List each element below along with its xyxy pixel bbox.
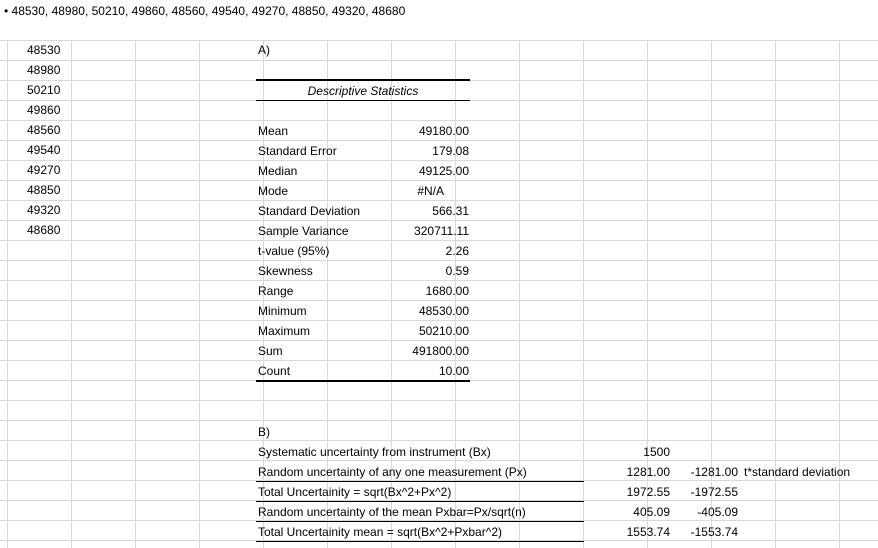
stat-label-minimum[interactable]: Minimum <box>258 304 307 318</box>
data-cell[interactable]: 49540 <box>27 143 61 157</box>
data-cell[interactable]: 49320 <box>27 203 61 217</box>
section-a-label[interactable]: A) <box>258 43 270 57</box>
data-values-header[interactable]: • 48530, 48980, 50210, 49860, 48560, 49540, 49270, 48850, 49320, 48680 <box>4 4 406 18</box>
stat-label-mean[interactable]: Mean <box>258 124 289 138</box>
uncertainty-label-bx[interactable]: Systematic uncertainty from instrument (Bx) <box>258 445 491 459</box>
data-cell[interactable]: 50210 <box>27 83 61 97</box>
uncertainty-note-px[interactable]: t*standard deviation <box>744 465 851 479</box>
data-cell[interactable]: 49860 <box>27 103 61 117</box>
uncertainty-value-px[interactable]: 1281.00 <box>626 465 670 479</box>
uncertainty-block-border-4 <box>256 541 584 542</box>
stats-table-title-underline <box>256 100 470 101</box>
stat-label-standard-deviation[interactable]: Standard Deviation <box>258 204 361 218</box>
stat-label-t-value[interactable]: t-value (95%) <box>258 244 330 258</box>
uncertainty-label-pxbar[interactable]: Random uncertainty of the mean Pxbar=Px/sqrt(n) <box>258 505 526 519</box>
stat-label-maximum[interactable]: Maximum <box>258 324 311 338</box>
stat-value-range[interactable]: 1680.00 <box>425 284 469 298</box>
stats-table-title[interactable]: Descriptive Statistics <box>307 84 419 98</box>
data-cell[interactable]: 48560 <box>27 123 61 137</box>
stat-value-standard-error[interactable]: 179.08 <box>432 144 469 158</box>
uncertainty-label-total[interactable]: Total Uncertainity = sqrt(Bx^2+Px^2) <box>258 485 452 499</box>
data-cell[interactable]: 48980 <box>27 63 61 77</box>
stat-label-count[interactable]: Count <box>258 364 291 378</box>
uncertainty-label-total-mean[interactable]: Total Uncertainity mean = sqrt(Bx^2+Pxbar^2) <box>258 525 503 539</box>
uncertainty-label-px[interactable]: Random uncertainty of any one measurement (Px) <box>258 465 527 479</box>
data-cell[interactable]: 48530 <box>27 43 61 57</box>
uncertainty-neg-total-mean[interactable]: -1553.74 <box>690 525 738 539</box>
uncertainty-block-border-3 <box>256 521 584 522</box>
stat-label-sample-variance[interactable]: Sample Variance <box>258 224 349 238</box>
uncertainty-block-border-2 <box>256 501 584 502</box>
uncertainty-value-total[interactable]: 1972.55 <box>626 485 670 499</box>
stat-label-sum[interactable]: Sum <box>258 344 283 358</box>
stat-label-range[interactable]: Range <box>258 284 294 298</box>
section-b-label[interactable]: B) <box>258 425 270 439</box>
stat-value-count[interactable]: 10.00 <box>438 364 469 378</box>
stat-value-sum[interactable]: 491800.00 <box>412 344 469 358</box>
stat-value-t-value[interactable]: 2.26 <box>445 244 469 258</box>
data-cell[interactable]: 48850 <box>27 183 61 197</box>
data-cell[interactable]: 49270 <box>27 163 61 177</box>
data-cell[interactable]: 48680 <box>27 223 61 237</box>
stat-value-skewness[interactable]: 0.59 <box>445 264 469 278</box>
uncertainty-value-bx[interactable]: 1500 <box>643 445 670 459</box>
stat-value-sample-variance[interactable]: 320711.11 <box>414 224 469 238</box>
stat-label-standard-error[interactable]: Standard Error <box>258 144 337 158</box>
uncertainty-value-pxbar[interactable]: 405.09 <box>633 505 670 519</box>
stat-value-maximum[interactable]: 50210.00 <box>418 324 469 338</box>
uncertainty-value-total-mean[interactable]: 1553.74 <box>626 525 670 539</box>
uncertainty-block-border-1 <box>256 481 584 482</box>
stat-value-mode[interactable]: #N/A <box>417 184 444 198</box>
stat-value-median[interactable]: 49125.00 <box>418 164 469 178</box>
stat-label-median[interactable]: Median <box>258 164 298 178</box>
uncertainty-neg-px[interactable]: -1281.00 <box>690 465 738 479</box>
stat-label-mode[interactable]: Mode <box>258 184 289 198</box>
stat-value-standard-deviation[interactable]: 566.31 <box>432 204 469 218</box>
uncertainty-neg-pxbar[interactable]: -405.09 <box>697 505 738 519</box>
stat-value-minimum[interactable]: 48530.00 <box>418 304 469 318</box>
stats-table-bottom-border <box>256 380 470 382</box>
stat-label-skewness[interactable]: Skewness <box>258 264 313 278</box>
uncertainty-neg-total[interactable]: -1972.55 <box>690 485 738 499</box>
stat-value-mean[interactable]: 49180.00 <box>418 124 469 138</box>
